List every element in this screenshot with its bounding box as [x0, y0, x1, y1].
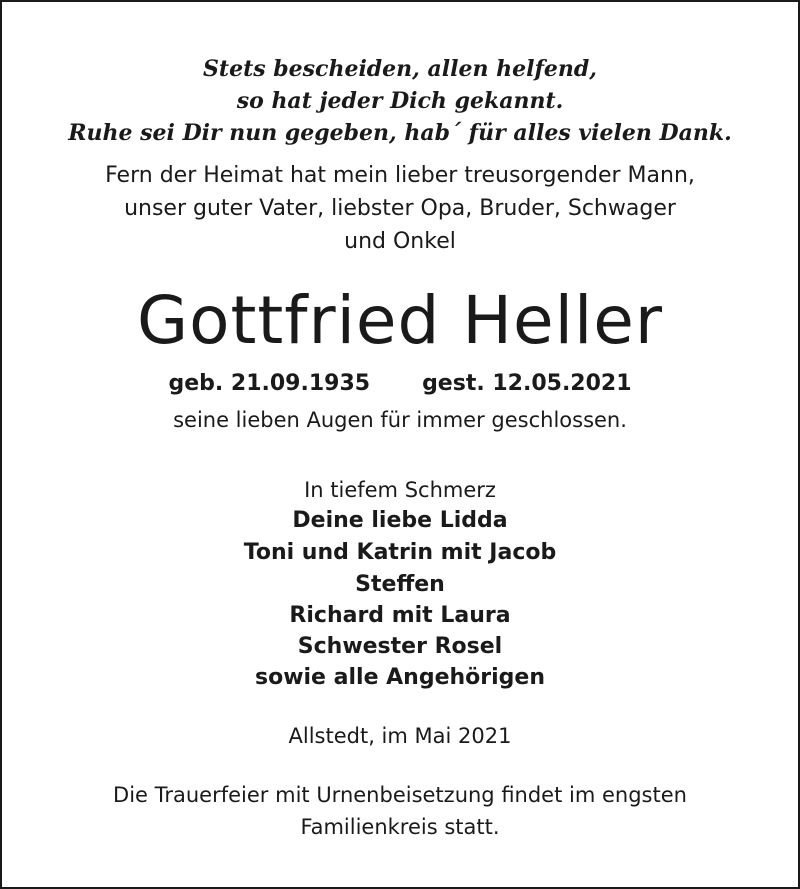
place-and-date: Allstedt, im Mai 2021 [288, 724, 512, 748]
grief-heading: In tiefem Schmerz [304, 478, 496, 502]
mourner-5: Schwester Rosel [297, 634, 503, 659]
deceased-name: Gottfried Heller [136, 282, 664, 359]
birth-date: geb. 21.09.1935 [168, 371, 371, 396]
funeral-note-line-2: Familienkreis statt. [300, 815, 500, 839]
mourner-6: sowie alle Angehörigen [254, 665, 546, 690]
intro-line-2: unser guter Vater, liebster Opa, Bruder, Schwager [124, 196, 676, 221]
mourner-3: Steffen [355, 572, 445, 597]
mourner-2: Toni und Katrin mit Jacob [243, 540, 557, 565]
death-date: gest. 12.05.2021 [422, 371, 632, 396]
funeral-note-line-1: Die Trauerfeier mit Urnenbeisetzung findet im engsten [113, 783, 687, 807]
verse-line-1: Stets bescheiden, allen helfend, [203, 56, 597, 82]
intro-line-3: und Onkel [344, 229, 456, 254]
verse-line-3: Ruhe sei Dir nun gegeben, hab´ für alles vielen Dank. [68, 120, 732, 146]
verse-line-2: so hat jeder Dich gekannt. [236, 88, 564, 114]
mourner-4: Richard mit Laura [289, 603, 511, 628]
life-dates [0, 371, 800, 396]
mourner-1: Deine liebe Lidda [292, 508, 508, 533]
intro-line-1: Fern der Heimat hat mein lieber treusorgender Mann, [105, 163, 695, 188]
closing-phrase: seine lieben Augen für immer geschlossen. [173, 408, 627, 432]
